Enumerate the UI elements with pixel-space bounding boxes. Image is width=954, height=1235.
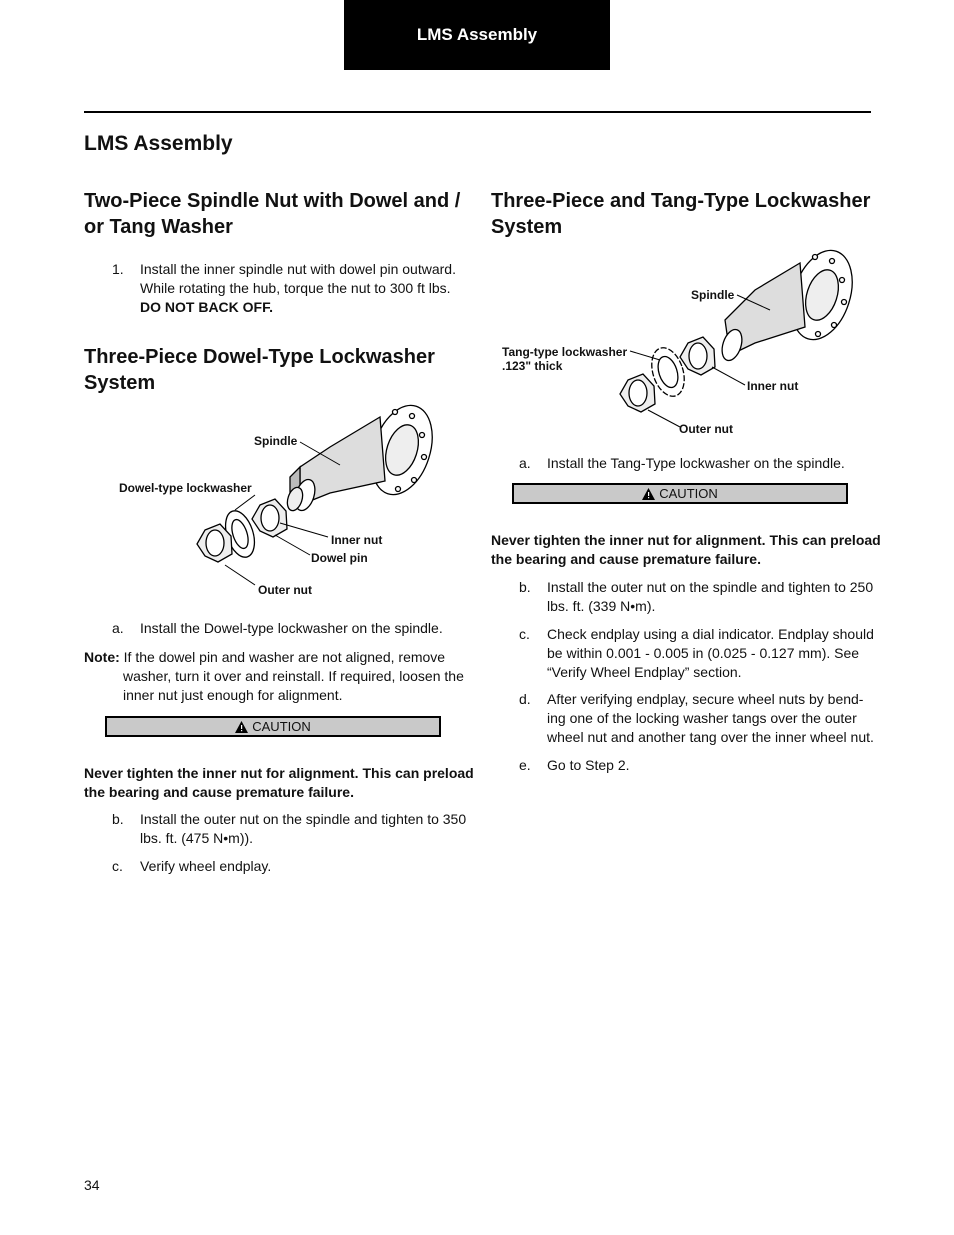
warning-right-line-1: Never tighten the inner nut for alignment. This can preload <box>491 532 881 548</box>
step-1-marker: 1. <box>112 261 124 277</box>
note-label: Note: <box>84 649 120 665</box>
note-line-1: If the dowel pin and washer are not aligned, remove <box>123 649 446 665</box>
step-right-c-line-3: “Verify Wheel Endplay” section. <box>547 664 742 680</box>
heading-two-piece: Two-Piece Spindle Nut with Dowel and / or Tang Washer <box>84 190 461 238</box>
step-left-b-line-2: lbs. ft. (475 N•m)). <box>140 830 254 846</box>
step-right-d-line-2: ing one of the locking washer tangs over the outer <box>547 710 857 726</box>
step-right-b-marker: b. <box>519 579 531 595</box>
section-tab-label: LMS Assembly <box>416 25 538 44</box>
step-right-b-line-2: lbs. ft. (339 N•m). <box>547 598 656 614</box>
step-right-a-marker: a. <box>519 455 531 471</box>
fig-left-lockwasher-label: Dowel-type lockwasher <box>119 481 252 495</box>
fig-right-lockwasher-line-2: .123" thick <box>502 359 563 373</box>
warning-left-line-2: the bearing and cause premature failure. <box>84 784 354 800</box>
page-number: 34 <box>84 1177 100 1193</box>
warning-left <box>84 764 484 802</box>
header-rule <box>84 111 871 113</box>
fig-right-lockwasher-line-1: Tang-type lockwasher <box>502 345 628 359</box>
fig-left-outer-nut-label: Outer nut <box>258 583 312 597</box>
section-tab <box>344 0 610 70</box>
fig-left-dowel-pin-label: Dowel pin <box>311 551 368 565</box>
step-left-c-marker: c. <box>112 858 123 874</box>
step-right-c-line-2: be within 0.001 - 0.005 in (0.025 - 0.127 mm). See <box>547 645 860 661</box>
fig-right-lockwasher-label <box>502 345 627 373</box>
caution-label-right: CAUTION <box>659 486 718 501</box>
step-right-d-marker: d. <box>519 691 531 707</box>
caution-bar-right <box>512 483 848 504</box>
dowel-lockwasher-diagram <box>100 395 460 610</box>
step-left-b-line-1: Install the outer nut on the spindle and tighten to 350 <box>140 811 467 827</box>
caution-label-left: CAUTION <box>252 719 311 734</box>
step-1-line-1: Install the inner spindle nut with dowel pin outward. <box>140 261 456 277</box>
note-line-2: washer, turn it over and reinstall. If required, loosen the <box>123 668 464 684</box>
step-right-e-text: Go to Step 2. <box>547 757 630 773</box>
step-1-line-3: DO NOT BACK OFF. <box>140 299 273 315</box>
step-right-b-line-1: Install the outer nut on the spindle and tighten to 250 <box>547 579 874 595</box>
step-left-b-marker: b. <box>112 811 124 827</box>
note-line-3: inner nut just enough for alignment. <box>123 687 343 703</box>
page-title: LMS Assembly <box>84 132 233 155</box>
step-right-c-marker: c. <box>519 626 530 642</box>
warning-right-line-2: the bearing and cause premature failure. <box>491 551 761 567</box>
caution-bar-left <box>105 716 441 737</box>
fig-right-inner-nut-label: Inner nut <box>747 379 799 393</box>
step-right-a-text: Install the Tang-Type lockwasher on the spindle. <box>547 455 845 471</box>
step-left-a-marker: a. <box>112 620 124 636</box>
heading-tang-type: Three-Piece and Tang-Type Lockwasher System <box>491 190 871 238</box>
step-right-e-marker: e. <box>519 757 531 773</box>
fig-right-outer-nut-label: Outer nut <box>679 422 733 436</box>
fig-left-inner-nut-label: Inner nut <box>331 533 383 547</box>
step-right-c-line-1: Check endplay using a dial indicator. Endplay should <box>547 626 874 642</box>
fig-left-spindle-label: Spindle <box>254 434 298 448</box>
step-1-line-2: While rotating the hub, torque the nut to 300 ft lbs. <box>140 280 451 296</box>
tang-lockwasher-diagram <box>500 245 870 440</box>
warning-left-line-1: Never tighten the inner nut for alignment. This can preload <box>84 765 474 781</box>
fig-right-spindle-label: Spindle <box>691 288 735 302</box>
warning-icon <box>642 488 655 500</box>
step-left-a-text: Install the Dowel-type lockwasher on the spindle. <box>140 620 443 636</box>
warning-icon <box>235 721 248 733</box>
warning-right <box>491 531 891 569</box>
heading-dowel-type: Three-Piece Dowel-Type Lockwasher System <box>84 346 435 394</box>
step-left-c-text: Verify wheel endplay. <box>140 858 272 874</box>
step-right-d-line-1: After verifying endplay, secure wheel nuts by bend- <box>547 691 864 707</box>
step-right-d-line-3: wheel nut and another tang over the inner wheel nut. <box>547 729 874 745</box>
note <box>84 648 474 705</box>
